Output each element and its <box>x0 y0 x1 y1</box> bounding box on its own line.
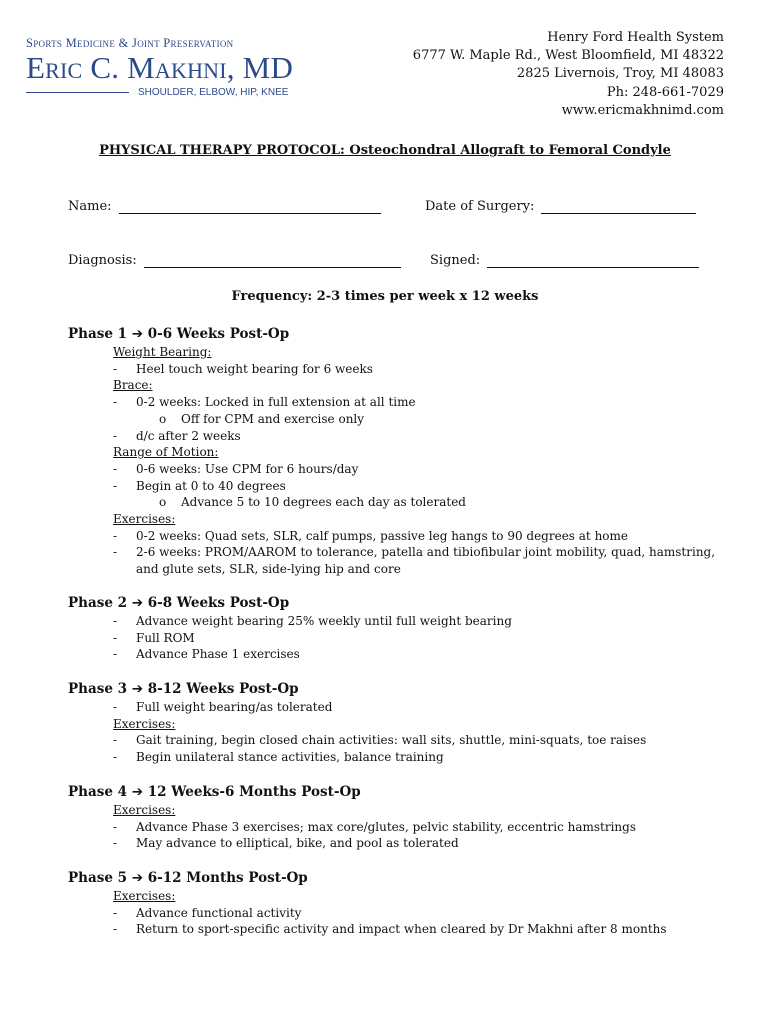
date-of-surgery-blank-line[interactable] <box>541 200 696 214</box>
address-phone: Ph: 248-661-7029 <box>606 84 724 100</box>
list-item-text: 0-2 weeks: Locked in full extension at all time <box>136 395 416 410</box>
diagnosis-field[interactable] <box>68 253 401 268</box>
dash-bullet-icon: - <box>113 614 118 628</box>
list-item-text: Advance Phase 3 exercises; max core/glutes, pelvic stability, eccentric hamstrings <box>136 819 636 834</box>
sub-list-item-text: Advance 5 to 10 degrees each day as tolerated <box>181 495 466 510</box>
address-org: Henry Ford Health System <box>547 30 724 45</box>
address-line1: 6777 W. Maple Rd., West Bloomfield, MI 48322 <box>412 48 724 64</box>
subsection-heading: Range of Motion: <box>113 445 219 460</box>
dash-bullet-icon: - <box>113 905 118 920</box>
phase-heading <box>68 594 728 613</box>
dash-bullet-icon: - <box>113 733 118 748</box>
circle-bullet-icon: o <box>159 411 167 426</box>
list-item-text: Heel touch weight bearing for 6 weeks <box>136 361 373 376</box>
phase-timeframe: 8-12 Weeks Post-Op <box>147 681 299 697</box>
list-item-text: Full weight bearing/as tolerated <box>136 700 333 714</box>
phase-4-section <box>68 783 728 852</box>
list-item-text: 0-2 weeks: Quad sets, SLR, calf pumps, passive leg hangs to 90 degrees at home <box>136 528 628 543</box>
sub-list-item <box>68 494 728 511</box>
list-item <box>68 646 728 663</box>
name-blank-line[interactable] <box>119 200 381 214</box>
circle-bullet-icon: o <box>159 495 167 510</box>
address-line2: 2825 Livernois, Troy, MI 48083 <box>516 66 724 82</box>
sub-list-item-text: Off for CPM and exercise only <box>181 411 365 426</box>
list-item <box>68 630 728 647</box>
list-item <box>68 613 728 630</box>
phase-2-section <box>68 594 728 663</box>
dash-bullet-icon: - <box>113 819 118 834</box>
phase-label: Phase 3 <box>68 681 127 697</box>
list-item-text: Advance functional activity <box>136 905 302 920</box>
signed-label: Signed: <box>430 253 481 268</box>
phase-label: Phase 4 <box>68 784 127 800</box>
dash-bullet-icon: - <box>113 630 118 645</box>
list-item-text: Full ROM <box>136 630 195 645</box>
subsection-heading: Exercises: <box>113 716 176 731</box>
list-item <box>68 819 728 836</box>
frequency-line: Frequency: 2-3 times per week x 12 weeks <box>231 289 539 304</box>
list-item <box>68 361 728 378</box>
phase-heading <box>68 869 728 888</box>
right-arrow-icon: ➔ <box>131 870 144 886</box>
list-item <box>68 478 728 495</box>
subsection-heading: Weight Bearing: <box>113 345 212 359</box>
dash-bullet-icon: - <box>113 545 118 560</box>
list-item <box>68 921 728 938</box>
phase-timeframe: 6-8 Weeks Post-Op <box>147 595 290 611</box>
right-arrow-icon: ➔ <box>131 784 144 800</box>
list-item <box>68 461 728 478</box>
subsection-heading: Brace: <box>113 378 153 393</box>
signed-blank-line[interactable] <box>487 254 699 268</box>
phase-label: Phase 2 <box>68 595 127 611</box>
dash-bullet-icon: - <box>113 700 118 714</box>
phase-timeframe: 0-6 Weeks Post-Op <box>147 326 290 342</box>
phase-heading <box>68 680 728 699</box>
subsection-heading: Exercises: <box>113 889 176 903</box>
phase-timeframe: 12 Weeks-6 Months Post-Op <box>147 784 361 800</box>
address-website[interactable]: www.ericmakhnimd.com <box>561 102 724 118</box>
right-arrow-icon: ➔ <box>131 681 144 697</box>
phase-1-section <box>68 325 728 578</box>
phase-5-section <box>68 869 728 938</box>
sub-list-item <box>68 411 728 428</box>
logo-rule <box>26 92 129 93</box>
address-block <box>413 29 724 120</box>
document-title: PHYSICAL THERAPY PROTOCOL: Osteochondral Allograft to Femoral Condyle <box>99 143 671 158</box>
dash-bullet-icon: - <box>113 395 118 410</box>
phase-3-section <box>68 680 728 766</box>
logo-subtitle: Sports Medicine & Joint Preservation <box>26 36 234 50</box>
date-of-surgery-label: Date of Surgery: <box>425 199 535 214</box>
logo-tagline: SHOULDER, ELBOW, HIP, KNEE <box>138 87 289 98</box>
practice-logo <box>26 36 316 98</box>
list-item-text: Begin unilateral stance activities, balance training <box>136 750 444 765</box>
phase-heading <box>68 783 728 802</box>
list-item-text: May advance to elliptical, bike, and pool as tolerated <box>136 836 459 851</box>
right-arrow-icon: ➔ <box>131 326 144 342</box>
list-item-text: Advance weight bearing 25% weekly until full weight bearing <box>136 614 512 628</box>
list-item-text: Return to sport-specific activity and impact when cleared by Dr Makhni after 8 months <box>136 922 667 937</box>
phase-label: Phase 5 <box>68 870 127 886</box>
list-item <box>68 394 728 411</box>
list-item-text: d/c after 2 weeks <box>136 428 241 443</box>
list-item <box>68 428 728 445</box>
dash-bullet-icon: - <box>113 836 118 851</box>
signed-field[interactable] <box>430 253 699 268</box>
phase-timeframe: 6-12 Months Post-Op <box>147 870 308 886</box>
dash-bullet-icon: - <box>113 478 118 493</box>
diagnosis-label: Diagnosis: <box>68 253 137 268</box>
list-item <box>68 905 728 922</box>
name-label: Name: <box>68 199 112 214</box>
list-item-text: Advance Phase 1 exercises <box>136 647 300 662</box>
list-item <box>68 732 728 749</box>
dash-bullet-icon: - <box>113 528 118 543</box>
dash-bullet-icon: - <box>113 647 118 662</box>
list-item-text: Begin at 0 to 40 degrees <box>136 478 286 493</box>
dash-bullet-icon: - <box>113 461 118 476</box>
dash-bullet-icon: - <box>113 922 118 937</box>
list-item-text: 0-6 weeks: Use CPM for 6 hours/day <box>136 461 359 476</box>
list-item <box>68 749 728 766</box>
diagnosis-blank-line[interactable] <box>144 254 401 268</box>
dash-bullet-icon: - <box>113 361 118 376</box>
name-field[interactable] <box>68 199 381 214</box>
phase-heading <box>68 325 728 344</box>
logo-physician-name: Eric C. Makhni, MD <box>26 50 294 85</box>
list-item-text: Gait training, begin closed chain activities: wall sits, shuttle, mini-squats, toe raises <box>136 733 647 748</box>
logo-tag-row <box>26 87 316 98</box>
date-of-surgery-field[interactable] <box>425 199 696 214</box>
phase-label: Phase 1 <box>68 326 127 342</box>
subsection-heading: Exercises: <box>113 512 176 527</box>
right-arrow-icon: ➔ <box>131 595 144 611</box>
list-item <box>68 544 728 577</box>
subsection-heading: Exercises: <box>113 803 176 817</box>
dash-bullet-icon: - <box>113 750 118 765</box>
list-item <box>68 835 728 852</box>
list-item-text: 2-6 weeks: PROM/AAROM to tolerance, patella and tibiofibular joint mobility, quad, hamstring, and glute sets, SLR, side-lying hip and core <box>136 545 716 577</box>
list-item <box>68 699 728 716</box>
list-item <box>68 528 728 545</box>
dash-bullet-icon: - <box>113 428 118 443</box>
